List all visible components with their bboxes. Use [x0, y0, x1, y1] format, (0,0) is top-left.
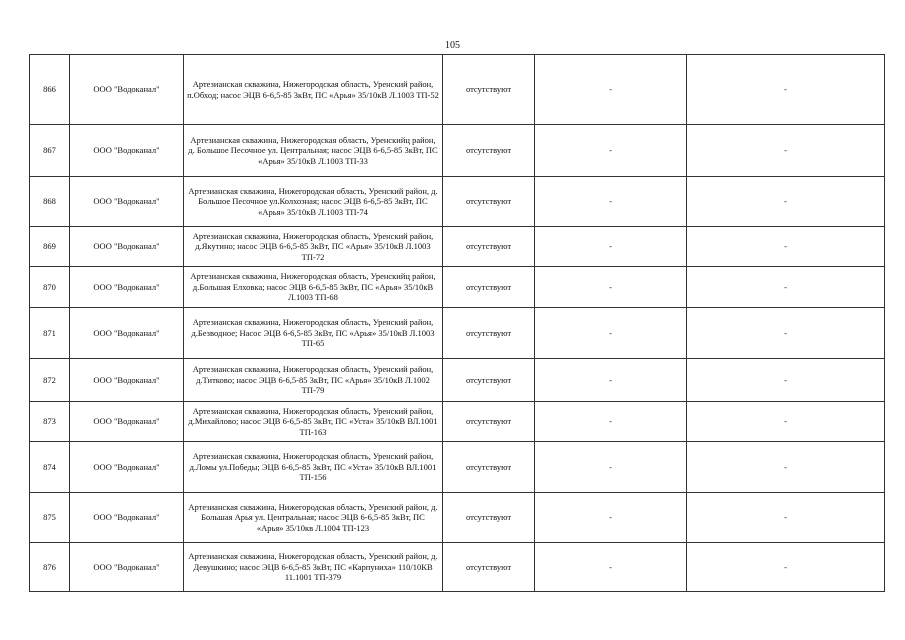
- table-row: [30, 493, 885, 543]
- row-number: 876: [30, 543, 70, 592]
- object-description: Артезианская скважина, Нижегородская область, Уренский район, д. Большая Арья ул. Центральная; насос ЭЦВ 6-6,5-85 3кВт, ПС «Арья» 35/10кв Л.1004 ТП-123: [184, 493, 443, 543]
- table-row: [30, 55, 885, 125]
- empty-cell: -: [535, 55, 687, 125]
- table-row: [30, 125, 885, 177]
- object-description: Артезианская скважина, Нижегородская область, Уренский район, п.Обход; насос ЭЦВ 6-6,5-85 3кВт, ПС «Арья» 35/10кВ Л.1003 ТП-52: [184, 55, 443, 125]
- object-description: Артезианская скважина, Нижегородская область, Уренский район, д.Титково; насос ЭЦВ 6-6,5-85 3кВт, ПС «Арья» 35/10кВ Л.1002 ТП-79: [184, 359, 443, 402]
- object-description: Артезианская скважина, Нижегородская область, Уренскийц район, д.Большая Елховка; насос ЭЦВ 6-6,5-85 3кВт, ПС «Арья» 35/10кВ Л.1003 ТП-68: [184, 267, 443, 308]
- status-cell: отсутствуют: [443, 267, 535, 308]
- page-number: 105: [445, 40, 460, 51]
- empty-cell: -: [687, 543, 885, 592]
- empty-cell: -: [687, 125, 885, 177]
- table-row: [30, 227, 885, 267]
- organization: ООО "Водоканал": [70, 442, 184, 493]
- row-number: 866: [30, 55, 70, 125]
- empty-cell: -: [535, 227, 687, 267]
- empty-cell: -: [535, 177, 687, 227]
- empty-cell: -: [687, 55, 885, 125]
- table-row: [30, 543, 885, 592]
- table-row: [30, 442, 885, 493]
- row-number: 872: [30, 359, 70, 402]
- table-row: [30, 267, 885, 308]
- empty-cell: -: [535, 267, 687, 308]
- object-description: Артезианская скважина, Нижегородская область, Уренский район, д.Михайлово; насос ЭЦВ 6-6,5-85 3кВт, ПС «Уста» 35/10кВ ВЛ.1001 ТП-163: [184, 402, 443, 442]
- row-number: 870: [30, 267, 70, 308]
- object-description: Артезианская скважина, Нижегородская область, Уренский район, д.Якутино; насос ЭЦВ 6-6,5-85 3кВт, ПС «Арья» 35/10кВ Л.1003 ТП-72: [184, 227, 443, 267]
- organization: ООО "Водоканал": [70, 267, 184, 308]
- object-description: Артезианская скважина, Нижегородская область, Уренский район, д. Девушкино; насос ЭЦВ 6-6,5-85 3кВт, ПС «Карпуниха» 110/10КВ 11.1001 ТП-379: [184, 543, 443, 592]
- status-cell: отсутствуют: [443, 543, 535, 592]
- status-cell: отсутствуют: [443, 493, 535, 543]
- empty-cell: -: [535, 359, 687, 402]
- row-number: 875: [30, 493, 70, 543]
- row-number: 868: [30, 177, 70, 227]
- empty-cell: -: [535, 402, 687, 442]
- row-number: 867: [30, 125, 70, 177]
- empty-cell: -: [535, 543, 687, 592]
- object-description: Артезианская скважина, Нижегородская область, Уренский район, д.Безводное; Насос ЭЦВ 6-6,5-85 3кВт, ПС «Арья» 35/10кВ Л.1003 ТП-65: [184, 308, 443, 359]
- organization: ООО "Водоканал": [70, 493, 184, 543]
- empty-cell: -: [535, 442, 687, 493]
- empty-cell: -: [687, 308, 885, 359]
- organization: ООО "Водоканал": [70, 308, 184, 359]
- empty-cell: -: [687, 267, 885, 308]
- object-description: Артезианская скважина, Нижегородская область, Уренский район, д.Ломы ул.Победы; ЭЦВ 6-6,5-85 3кВт, ПС «Уста» 35/10кВ ВЛ.1001 ТП-156: [184, 442, 443, 493]
- empty-cell: -: [687, 359, 885, 402]
- organization: ООО "Водоканал": [70, 543, 184, 592]
- status-cell: отсутствуют: [443, 55, 535, 125]
- organization: ООО "Водоканал": [70, 359, 184, 402]
- empty-cell: -: [687, 177, 885, 227]
- row-number: 873: [30, 402, 70, 442]
- status-cell: отсутствуют: [443, 308, 535, 359]
- row-number: 871: [30, 308, 70, 359]
- empty-cell: -: [535, 308, 687, 359]
- status-cell: отсутствуют: [443, 177, 535, 227]
- organization: ООО "Водоканал": [70, 125, 184, 177]
- table-row: [30, 402, 885, 442]
- empty-cell: -: [687, 493, 885, 543]
- table-row: [30, 359, 885, 402]
- organization: ООО "Водоканал": [70, 227, 184, 267]
- status-cell: отсутствуют: [443, 442, 535, 493]
- wells-table: [29, 54, 885, 592]
- empty-cell: -: [687, 442, 885, 493]
- empty-cell: -: [535, 493, 687, 543]
- row-number: 869: [30, 227, 70, 267]
- object-description: Артезианская скважина, Нижегородская область, Уренскийц район, д. Большое Песочное ул. Центральная; насос ЭЦВ 6-6,5-85 3кВт, ПС «Арья» 35/10кВ Л.1003 ТП-33: [184, 125, 443, 177]
- empty-cell: -: [535, 125, 687, 177]
- status-cell: отсутствуют: [443, 125, 535, 177]
- row-number: 874: [30, 442, 70, 493]
- organization: ООО "Водоканал": [70, 402, 184, 442]
- organization: ООО "Водоканал": [70, 55, 184, 125]
- empty-cell: -: [687, 227, 885, 267]
- organization: ООО "Водоканал": [70, 177, 184, 227]
- table-row: [30, 177, 885, 227]
- status-cell: отсутствуют: [443, 359, 535, 402]
- status-cell: отсутствуют: [443, 402, 535, 442]
- table-row: [30, 308, 885, 359]
- object-description: Артезианская скважина, Нижегородская область, Уренский район, д. Большое Песочное ул.Колхозная; насос ЭЦВ 6-6,5-85 3кВт, ПС «Арья» 35/10кВ Л.1003 ТП-74: [184, 177, 443, 227]
- empty-cell: -: [687, 402, 885, 442]
- status-cell: отсутствуют: [443, 227, 535, 267]
